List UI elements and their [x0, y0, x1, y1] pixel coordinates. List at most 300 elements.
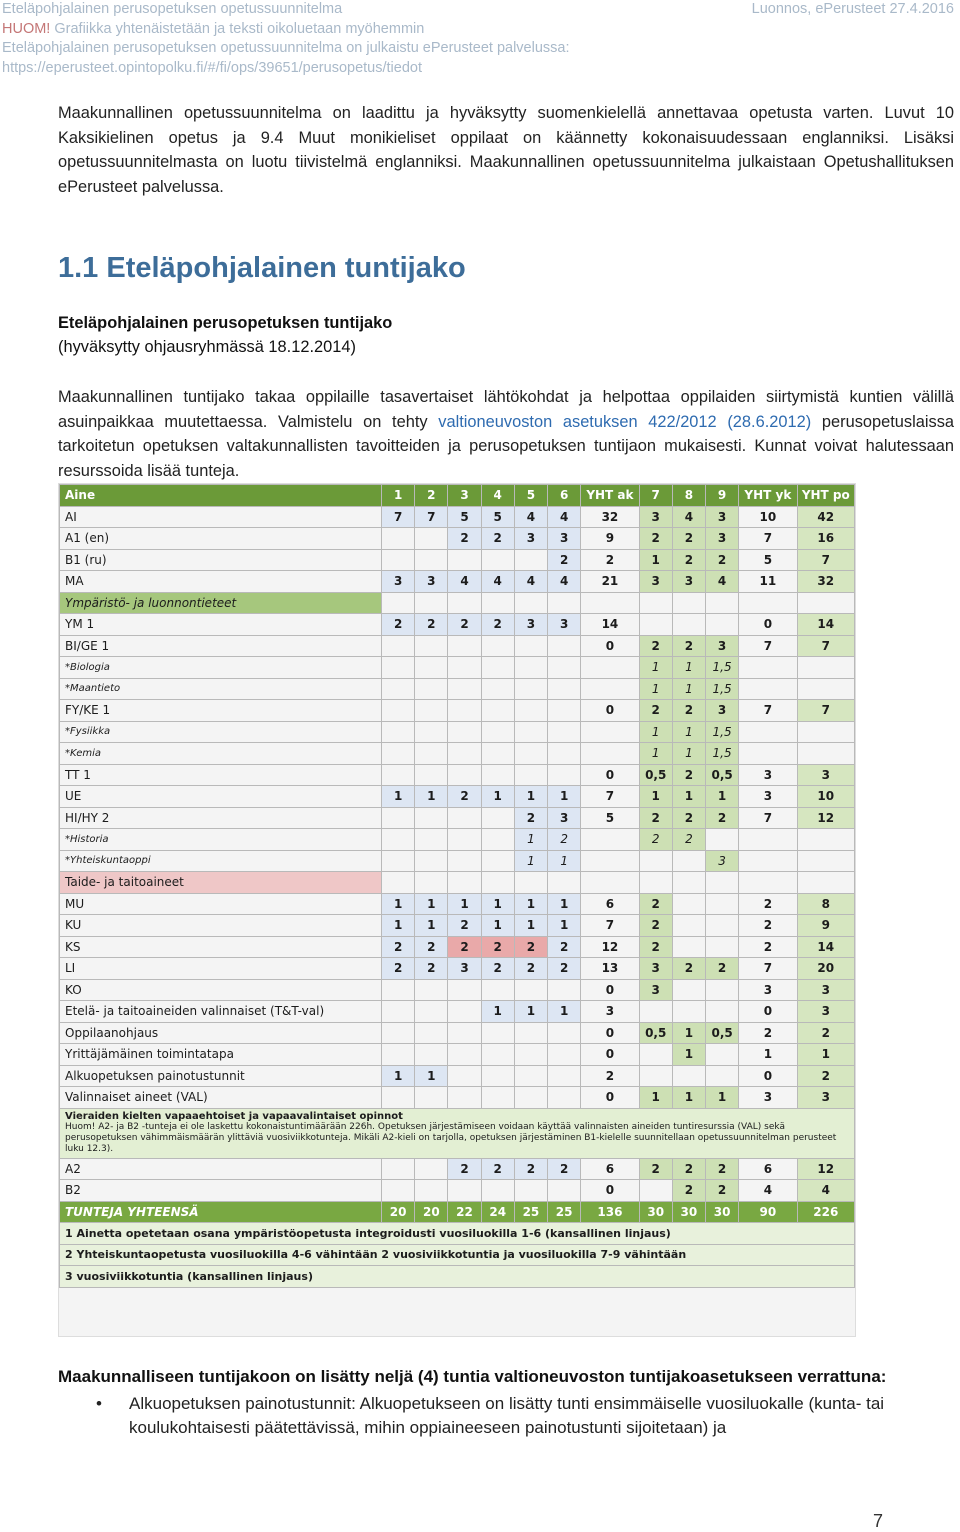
cell-value: 7 — [415, 506, 448, 528]
table-row — [60, 700, 855, 722]
table-header-row — [60, 485, 855, 507]
cell-value: 0 — [739, 614, 797, 636]
cell-value — [481, 592, 514, 614]
cell-value: 1 — [548, 1001, 581, 1023]
cell-value: 1 — [639, 1087, 672, 1109]
cell-value: 1 — [639, 657, 672, 679]
cell-value: 1 — [382, 485, 415, 507]
cell-value: 1 — [514, 786, 547, 808]
cell-value — [581, 678, 639, 700]
cell-value — [415, 743, 448, 765]
cell-value — [739, 721, 797, 743]
cell-value: 2 — [514, 958, 547, 980]
cell-value: 2 — [739, 936, 797, 958]
row-label: TUNTEJA YHTEENSÄ — [60, 1201, 382, 1223]
cell-value: 2 — [672, 549, 705, 571]
cell-value: 2 — [415, 614, 448, 636]
cell-value — [481, 635, 514, 657]
cell-value: 4 — [548, 506, 581, 528]
cell-value: 1,5 — [706, 743, 739, 765]
cell-value — [514, 743, 547, 765]
cell-value: 9 — [581, 528, 639, 550]
subtitle-title: Eteläpohjalainen perusopetuksen tuntijako — [58, 314, 393, 332]
cell-value — [739, 743, 797, 765]
cell-value — [548, 764, 581, 786]
cell-value — [739, 592, 797, 614]
cell-value: 2 — [639, 700, 672, 722]
cell-value — [382, 850, 415, 872]
table-row — [60, 807, 855, 829]
row-label: Taide- ja taitoaineet — [60, 872, 382, 894]
cell-value: 4 — [739, 1180, 797, 1202]
table-row — [60, 979, 855, 1001]
cell-value — [382, 872, 415, 894]
cell-value — [514, 1180, 547, 1202]
cell-value: 3 — [548, 807, 581, 829]
cell-value: 32 — [797, 571, 854, 593]
cell-value — [514, 1087, 547, 1109]
cell-value — [581, 850, 639, 872]
cell-value — [548, 743, 581, 765]
row-label: BI/GE 1 — [60, 635, 382, 657]
cell-value — [706, 1001, 739, 1023]
cell-value — [448, 1001, 481, 1023]
cell-value — [706, 614, 739, 636]
cell-value — [481, 700, 514, 722]
cell-value — [481, 678, 514, 700]
header-draft: Luonnos, ePerusteet 27.4.2016 — [751, 1, 954, 17]
cell-value — [382, 979, 415, 1001]
cell-value — [382, 1044, 415, 1066]
cell-value — [382, 700, 415, 722]
cell-value — [672, 872, 705, 894]
cell-value: 8 — [672, 485, 705, 507]
cell-value: 2 — [639, 528, 672, 550]
cell-value — [415, 829, 448, 851]
cell-value: 4 — [481, 485, 514, 507]
cell-value: 1 — [548, 893, 581, 915]
header-url[interactable]: https://eperusteet.opintopolku.fi/#/fi/ops/39651/perusopetus/tiedot — [2, 59, 422, 76]
cell-value: 7 — [639, 485, 672, 507]
note-body: Huom! A2- ja B2 -tunteja ei ole laskettu kokonaistuntimäärään 226h. Opetuksen järjestämiseen voidaan käyttää valinnaisten aineiden tuntiresurssia (VAL) sekä perusopetuksen vähimmäismäärän ylittäviä vuosiviikkotunteja. Mikäli A2-kieli on tarjolla, opetuksen järjestäminen B1-kielelle suunnitellaan opetussuunnitelman perusteet luku 12.3). — [65, 1122, 837, 1154]
cell-value — [448, 872, 481, 894]
cell-value: 1 — [639, 721, 672, 743]
table-row — [60, 958, 855, 980]
cell-value: 1 — [639, 743, 672, 765]
cell-value — [382, 1158, 415, 1180]
cell-value — [448, 1065, 481, 1087]
cell-value — [548, 592, 581, 614]
cell-value: 2 — [639, 807, 672, 829]
header-note-label: HUOM! — [2, 20, 51, 37]
cell-value: 14 — [797, 936, 854, 958]
cell-value — [639, 872, 672, 894]
cell-value — [639, 1001, 672, 1023]
cell-value: 25 — [514, 1201, 547, 1223]
row-label: *Fysiikka — [60, 721, 382, 743]
cell-value — [382, 657, 415, 679]
row-label: A1 (en) — [60, 528, 382, 550]
cell-value: 3 — [448, 958, 481, 980]
cell-value: 2 — [739, 1022, 797, 1044]
cell-value: 1 — [797, 1044, 854, 1066]
cell-value — [382, 829, 415, 851]
cell-value: 2 — [639, 893, 672, 915]
cell-value — [639, 1044, 672, 1066]
cell-value — [415, 1022, 448, 1044]
cell-value: 1 — [672, 1022, 705, 1044]
cell-value: 2 — [739, 915, 797, 937]
cell-value: 2 — [548, 549, 581, 571]
cell-value — [382, 549, 415, 571]
row-label: AI — [60, 506, 382, 528]
cell-value: 4 — [706, 571, 739, 593]
cell-value — [448, 1087, 481, 1109]
cell-value: 4 — [514, 506, 547, 528]
row-label: Etelä- ja taitoaineiden valinnaiset (T&T-val) — [60, 1001, 382, 1023]
cell-value — [448, 1022, 481, 1044]
cell-value — [739, 657, 797, 679]
cell-value: 2 — [448, 528, 481, 550]
cell-value: 7 — [382, 506, 415, 528]
cell-value — [797, 743, 854, 765]
cell-value: 1 — [514, 915, 547, 937]
cell-value — [706, 592, 739, 614]
row-label: TT 1 — [60, 764, 382, 786]
cell-value: 2 — [415, 936, 448, 958]
cell-value — [639, 850, 672, 872]
cell-value: 1 — [514, 893, 547, 915]
cell-value — [514, 1044, 547, 1066]
row-label: B2 — [60, 1180, 382, 1202]
cell-value: 2 — [797, 1022, 854, 1044]
section-heading: 1.1 Eteläpohjalainen tuntijako — [58, 252, 466, 284]
cell-value — [481, 1180, 514, 1202]
cell-value: 22 — [448, 1201, 481, 1223]
cell-value — [481, 872, 514, 894]
cell-value: 7 — [739, 807, 797, 829]
cell-value: 3 — [797, 764, 854, 786]
cell-value: 2 — [672, 829, 705, 851]
cell-value — [481, 743, 514, 765]
cell-value — [415, 678, 448, 700]
cell-value — [672, 614, 705, 636]
footnote-row — [60, 1223, 855, 1245]
row-label: Yrittäjämäinen toimintatapa — [60, 1044, 382, 1066]
cell-value: 0 — [581, 1022, 639, 1044]
cell-value — [448, 657, 481, 679]
cell-value: 1 — [548, 786, 581, 808]
footnote: 2 Yhteiskuntaopetusta vuosiluokilla 4-6 vähintään 2 vuosiviikkotuntia ja vuosiluokilla 7-9 vähintään — [60, 1244, 855, 1266]
cell-value — [672, 915, 705, 937]
cell-value: 2 — [639, 635, 672, 657]
cell-value: 90 — [739, 1201, 797, 1223]
cell-value — [514, 635, 547, 657]
header-note: Grafiikka yhtenäistetään ja teksti oikoluetaan myöhemmin — [50, 20, 425, 37]
cell-value — [797, 678, 854, 700]
cell-value — [415, 764, 448, 786]
cell-value: 4 — [672, 506, 705, 528]
row-label: A2 — [60, 1158, 382, 1180]
cell-value: 3 — [382, 571, 415, 593]
cell-value: 2 — [639, 936, 672, 958]
cell-value: 2 — [639, 829, 672, 851]
cell-value: 2 — [672, 635, 705, 657]
cell-value — [706, 1065, 739, 1087]
section-paragraph — [58, 385, 954, 483]
cell-value — [548, 979, 581, 1001]
cell-value: 7 — [797, 635, 854, 657]
cell-value — [797, 850, 854, 872]
cell-value — [481, 549, 514, 571]
cell-value: 3 — [639, 571, 672, 593]
footnote: 3 vuosiviikkotuntia (kansallinen linjaus) — [60, 1266, 855, 1288]
cell-value: 1 — [639, 678, 672, 700]
cell-value — [382, 678, 415, 700]
cell-value — [382, 635, 415, 657]
bottom-bold-text: Maakunnalliseen tuntijakoon on lisätty neljä (4) tuntia valtioneuvoston tuntijakoasetukseen verrattuna: — [58, 1367, 887, 1386]
cell-value — [797, 829, 854, 851]
cell-value: 16 — [797, 528, 854, 550]
cell-value — [481, 1022, 514, 1044]
cell-value: 4 — [514, 571, 547, 593]
footnote-row — [60, 1266, 855, 1288]
cell-value: 1 — [639, 786, 672, 808]
cell-value — [706, 829, 739, 851]
cell-value: 0 — [581, 635, 639, 657]
cell-value: 24 — [481, 1201, 514, 1223]
table-row — [60, 936, 855, 958]
cell-value: 1 — [548, 850, 581, 872]
header-doc-title: Eteläpohjalainen perusopetuksen opetussuunnitelma — [2, 1, 343, 17]
cell-value: 13 — [581, 958, 639, 980]
cell-value: 7 — [581, 915, 639, 937]
table-row — [60, 743, 855, 765]
cell-value — [415, 1158, 448, 1180]
cell-value: 1 — [481, 1001, 514, 1023]
cell-value — [581, 657, 639, 679]
cell-value: 12 — [797, 807, 854, 829]
cell-value: 3 — [514, 528, 547, 550]
cell-value: 2 — [382, 936, 415, 958]
cell-value: 0 — [581, 764, 639, 786]
cell-value — [415, 850, 448, 872]
page-number: 7 — [873, 1511, 884, 1531]
cell-value: 3 — [706, 528, 739, 550]
cell-value: 2 — [581, 549, 639, 571]
total-row — [60, 1201, 855, 1223]
cell-value: 6 — [581, 1158, 639, 1180]
cell-value — [481, 1087, 514, 1109]
cell-value: 12 — [797, 1158, 854, 1180]
cell-value: 2 — [481, 936, 514, 958]
cell-value — [382, 1087, 415, 1109]
cell-value — [481, 1065, 514, 1087]
cell-value: 8 — [797, 893, 854, 915]
cell-value: 1 — [415, 1065, 448, 1087]
cell-value — [706, 872, 739, 894]
cell-value: 1 — [415, 786, 448, 808]
row-label: Valinnaiset aineet (VAL) — [60, 1087, 382, 1109]
cell-value — [382, 807, 415, 829]
cell-value — [514, 764, 547, 786]
table-row — [60, 829, 855, 851]
cell-value: 14 — [581, 614, 639, 636]
cell-value — [415, 592, 448, 614]
cell-value: 21 — [581, 571, 639, 593]
cell-value: 3 — [581, 1001, 639, 1023]
table-row — [60, 915, 855, 937]
paragraph-text-a: Maakunnallinen tuntijako takaa oppilaille tasavertaiset lähtökohdat ja helpottaa oppilaiden siirtymistä kuntien välillä asuinpaikkaa muutettaessa. Valmistelu on tehty — [58, 388, 954, 431]
cell-value — [739, 850, 797, 872]
cell-value — [415, 635, 448, 657]
row-label: KU — [60, 915, 382, 937]
cell-value: 7 — [739, 528, 797, 550]
cell-value — [797, 872, 854, 894]
cell-value: 3 — [639, 506, 672, 528]
cell-value: 1 — [672, 786, 705, 808]
table-row — [60, 893, 855, 915]
cell-value — [548, 1065, 581, 1087]
cell-value — [548, 1180, 581, 1202]
cell-value: 20 — [415, 1201, 448, 1223]
cell-value: 3 — [639, 958, 672, 980]
cell-value: 0,5 — [639, 764, 672, 786]
cell-value — [481, 807, 514, 829]
header-published: Eteläpohjalainen perusopetuksen opetussuunnitelma on julkaistu ePerusteet palvelussa: — [2, 40, 570, 56]
cell-value — [448, 850, 481, 872]
cell-value: 1 — [415, 915, 448, 937]
cell-value: 2 — [672, 807, 705, 829]
cell-value — [672, 850, 705, 872]
cell-value — [706, 936, 739, 958]
table-row — [60, 872, 855, 894]
cell-value: 14 — [797, 614, 854, 636]
cell-value: 4 — [797, 1180, 854, 1202]
cell-value: 4 — [548, 571, 581, 593]
cell-value: 3 — [548, 614, 581, 636]
table-row — [60, 1087, 855, 1109]
table-row — [60, 614, 855, 636]
cell-value — [514, 657, 547, 679]
cell-value — [382, 1022, 415, 1044]
cell-value — [415, 979, 448, 1001]
cell-value: 25 — [548, 1201, 581, 1223]
cell-value: 0 — [581, 700, 639, 722]
cell-value: 7 — [797, 549, 854, 571]
table-row — [60, 764, 855, 786]
cell-value: 2 — [639, 915, 672, 937]
cell-value — [797, 721, 854, 743]
row-label: Ympäristö- ja luonnontieteet — [60, 592, 382, 614]
cell-value — [415, 1087, 448, 1109]
cell-value — [548, 872, 581, 894]
cell-value: 0,5 — [706, 764, 739, 786]
cell-value: 2 — [481, 614, 514, 636]
row-label: MU — [60, 893, 382, 915]
cell-value: 3 — [706, 700, 739, 722]
row-label: *Yhteiskuntaoppi — [60, 850, 382, 872]
cell-value: 7 — [581, 786, 639, 808]
cell-value: 7 — [739, 635, 797, 657]
cell-value — [548, 657, 581, 679]
subtitle-date: (hyväksytty ohjausryhmässä 18.12.2014) — [58, 338, 356, 356]
cell-value — [448, 592, 481, 614]
table-row — [60, 1065, 855, 1087]
row-label: LI — [60, 958, 382, 980]
cell-value: 2 — [382, 958, 415, 980]
row-label: MA — [60, 571, 382, 593]
bullet-item — [58, 1392, 938, 1441]
cell-value — [514, 721, 547, 743]
cell-value: 1 — [514, 850, 547, 872]
note-title: Vieraiden kielten vapaaehtoiset ja vapaavalintaiset opinnot — [65, 1110, 403, 1122]
cell-value: 2 — [672, 958, 705, 980]
cell-value: 30 — [639, 1201, 672, 1223]
cell-value: 2 — [481, 1158, 514, 1180]
cell-value: 0 — [739, 1001, 797, 1023]
cell-value: 3 — [739, 764, 797, 786]
cell-value: 3 — [739, 1087, 797, 1109]
cell-value — [382, 743, 415, 765]
table-row — [60, 657, 855, 679]
row-label: UE — [60, 786, 382, 808]
cell-value: 1 — [706, 1087, 739, 1109]
cell-value — [481, 721, 514, 743]
cell-value: 11 — [739, 571, 797, 593]
cell-value: 20 — [382, 1201, 415, 1223]
cell-value: 32 — [581, 506, 639, 528]
table-row — [60, 549, 855, 571]
cell-value — [672, 592, 705, 614]
cell-value: 1 — [481, 915, 514, 937]
cell-value: 1 — [739, 1044, 797, 1066]
row-label: Alkuopetuksen painotustunnit — [60, 1065, 382, 1087]
cell-value — [639, 592, 672, 614]
cell-value — [706, 915, 739, 937]
cell-value: 2 — [672, 528, 705, 550]
cell-value: 3 — [706, 850, 739, 872]
footnote-row — [60, 1244, 855, 1266]
cell-value: 2 — [415, 485, 448, 507]
cell-value: 1 — [382, 893, 415, 915]
cell-value: 2 — [514, 807, 547, 829]
cell-value: 136 — [581, 1201, 639, 1223]
cell-value: 0,5 — [706, 1022, 739, 1044]
cell-value — [706, 979, 739, 1001]
cell-value — [739, 872, 797, 894]
cell-value — [382, 528, 415, 550]
cell-value — [706, 1044, 739, 1066]
table-row — [60, 528, 855, 550]
cell-value: 1 — [448, 893, 481, 915]
table-row — [60, 1180, 855, 1202]
cell-value — [382, 764, 415, 786]
cell-value: 7 — [739, 958, 797, 980]
row-label: *Biologia — [60, 657, 382, 679]
cell-value — [448, 635, 481, 657]
cell-value: 0 — [581, 979, 639, 1001]
cell-value — [415, 528, 448, 550]
cell-value: 2 — [548, 958, 581, 980]
asetus-link[interactable]: valtioneuvoston asetuksen 422/2012 (28.6.2012) — [438, 412, 812, 431]
cell-value — [548, 635, 581, 657]
cell-value — [382, 1180, 415, 1202]
cell-value — [415, 872, 448, 894]
cell-value: 2 — [706, 1158, 739, 1180]
table-row — [60, 1022, 855, 1044]
cell-value: 1,5 — [706, 721, 739, 743]
